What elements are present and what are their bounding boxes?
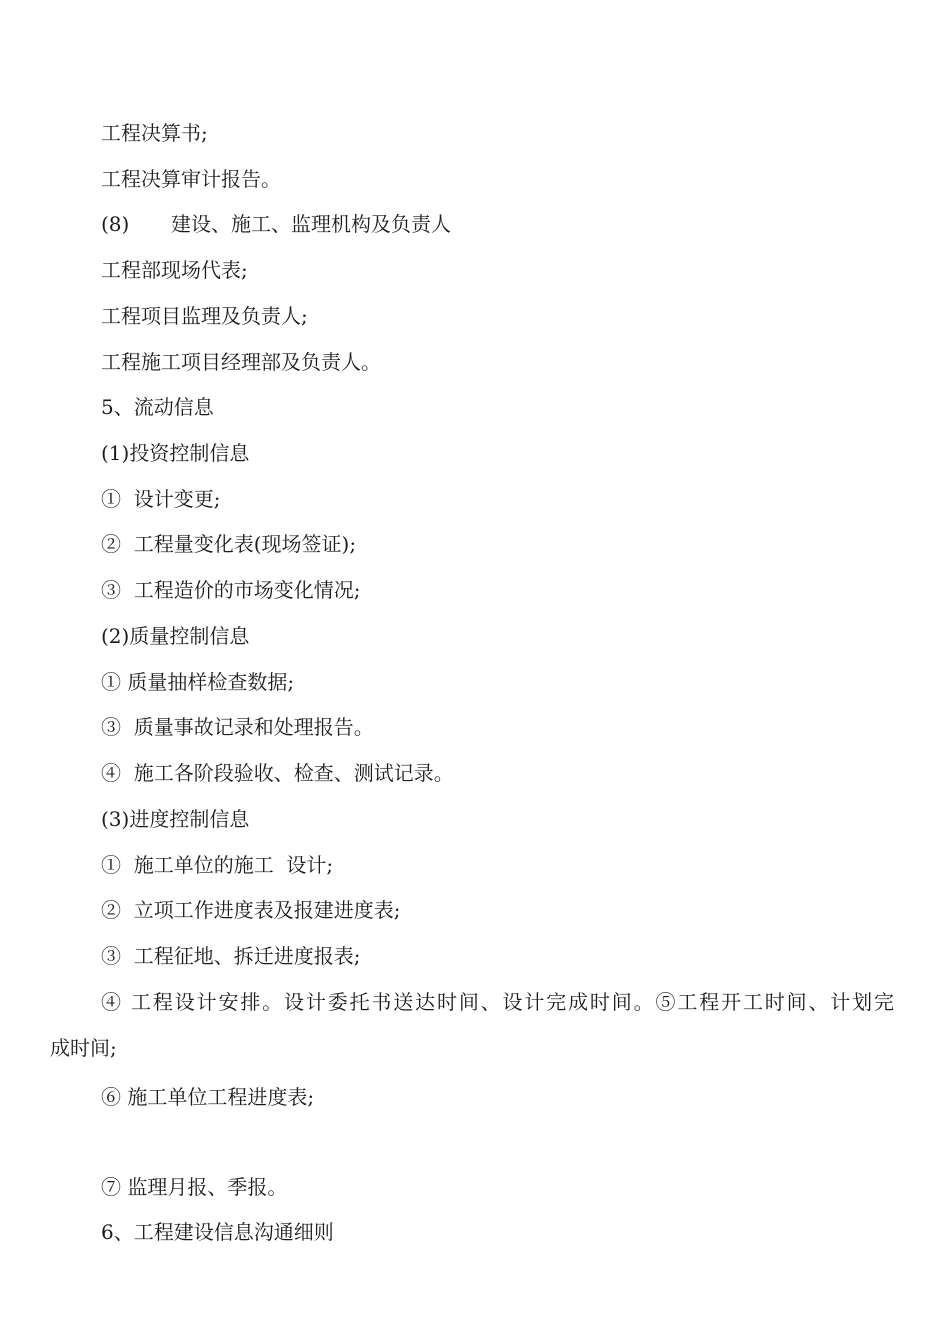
list-item: ② 工程量变化表(现场签证);: [101, 532, 357, 556]
section-number: (8): [101, 212, 130, 236]
text-line: 工程项目监理及负责人;: [101, 304, 308, 328]
list-item: ① 施工单位的施工 设计;: [101, 853, 334, 877]
subsection-heading: (2)质量控制信息: [101, 624, 250, 648]
list-item: ④ 施工各阶段验收、检查、测试记录。: [101, 761, 454, 785]
list-item: ② 立项工作进度表及报建进度表;: [101, 898, 401, 922]
list-item: ① 设计变更;: [101, 487, 221, 511]
text-line: 工程决算审计报告。: [101, 167, 281, 191]
list-item: ③ 工程征地、拆迁进度报表;: [101, 944, 361, 968]
list-item: ① 质量抽样检查数据;: [101, 670, 295, 694]
section-heading: 6、工程建设信息沟通细则: [101, 1220, 334, 1244]
section-heading: 5、流动信息: [101, 395, 214, 419]
text-line: 工程部现场代表;: [101, 258, 248, 282]
section-heading: [101, 212, 451, 236]
list-item: ③ 工程造价的市场变化情况;: [101, 578, 361, 602]
list-item-continuation: 成时间;: [50, 1036, 117, 1060]
text-line: 工程决算书;: [101, 121, 208, 145]
section-title: 建设、施工、监理机构及负责人: [171, 212, 451, 236]
list-item: ④ 工程设计安排。设计委托书送达时间、设计完成时间。⑤工程开工时间、计划完: [101, 990, 894, 1014]
text-line: 工程施工项目经理部及负责人。: [101, 350, 381, 374]
list-item: ⑦ 监理月报、季报。: [101, 1175, 288, 1199]
list-item: ③ 质量事故记录和处理报告。: [101, 715, 374, 739]
list-item: ⑥ 施工单位工程进度表;: [101, 1085, 315, 1109]
subsection-heading: (3)进度控制信息: [101, 807, 250, 831]
subsection-heading: (1)投资控制信息: [101, 441, 250, 465]
